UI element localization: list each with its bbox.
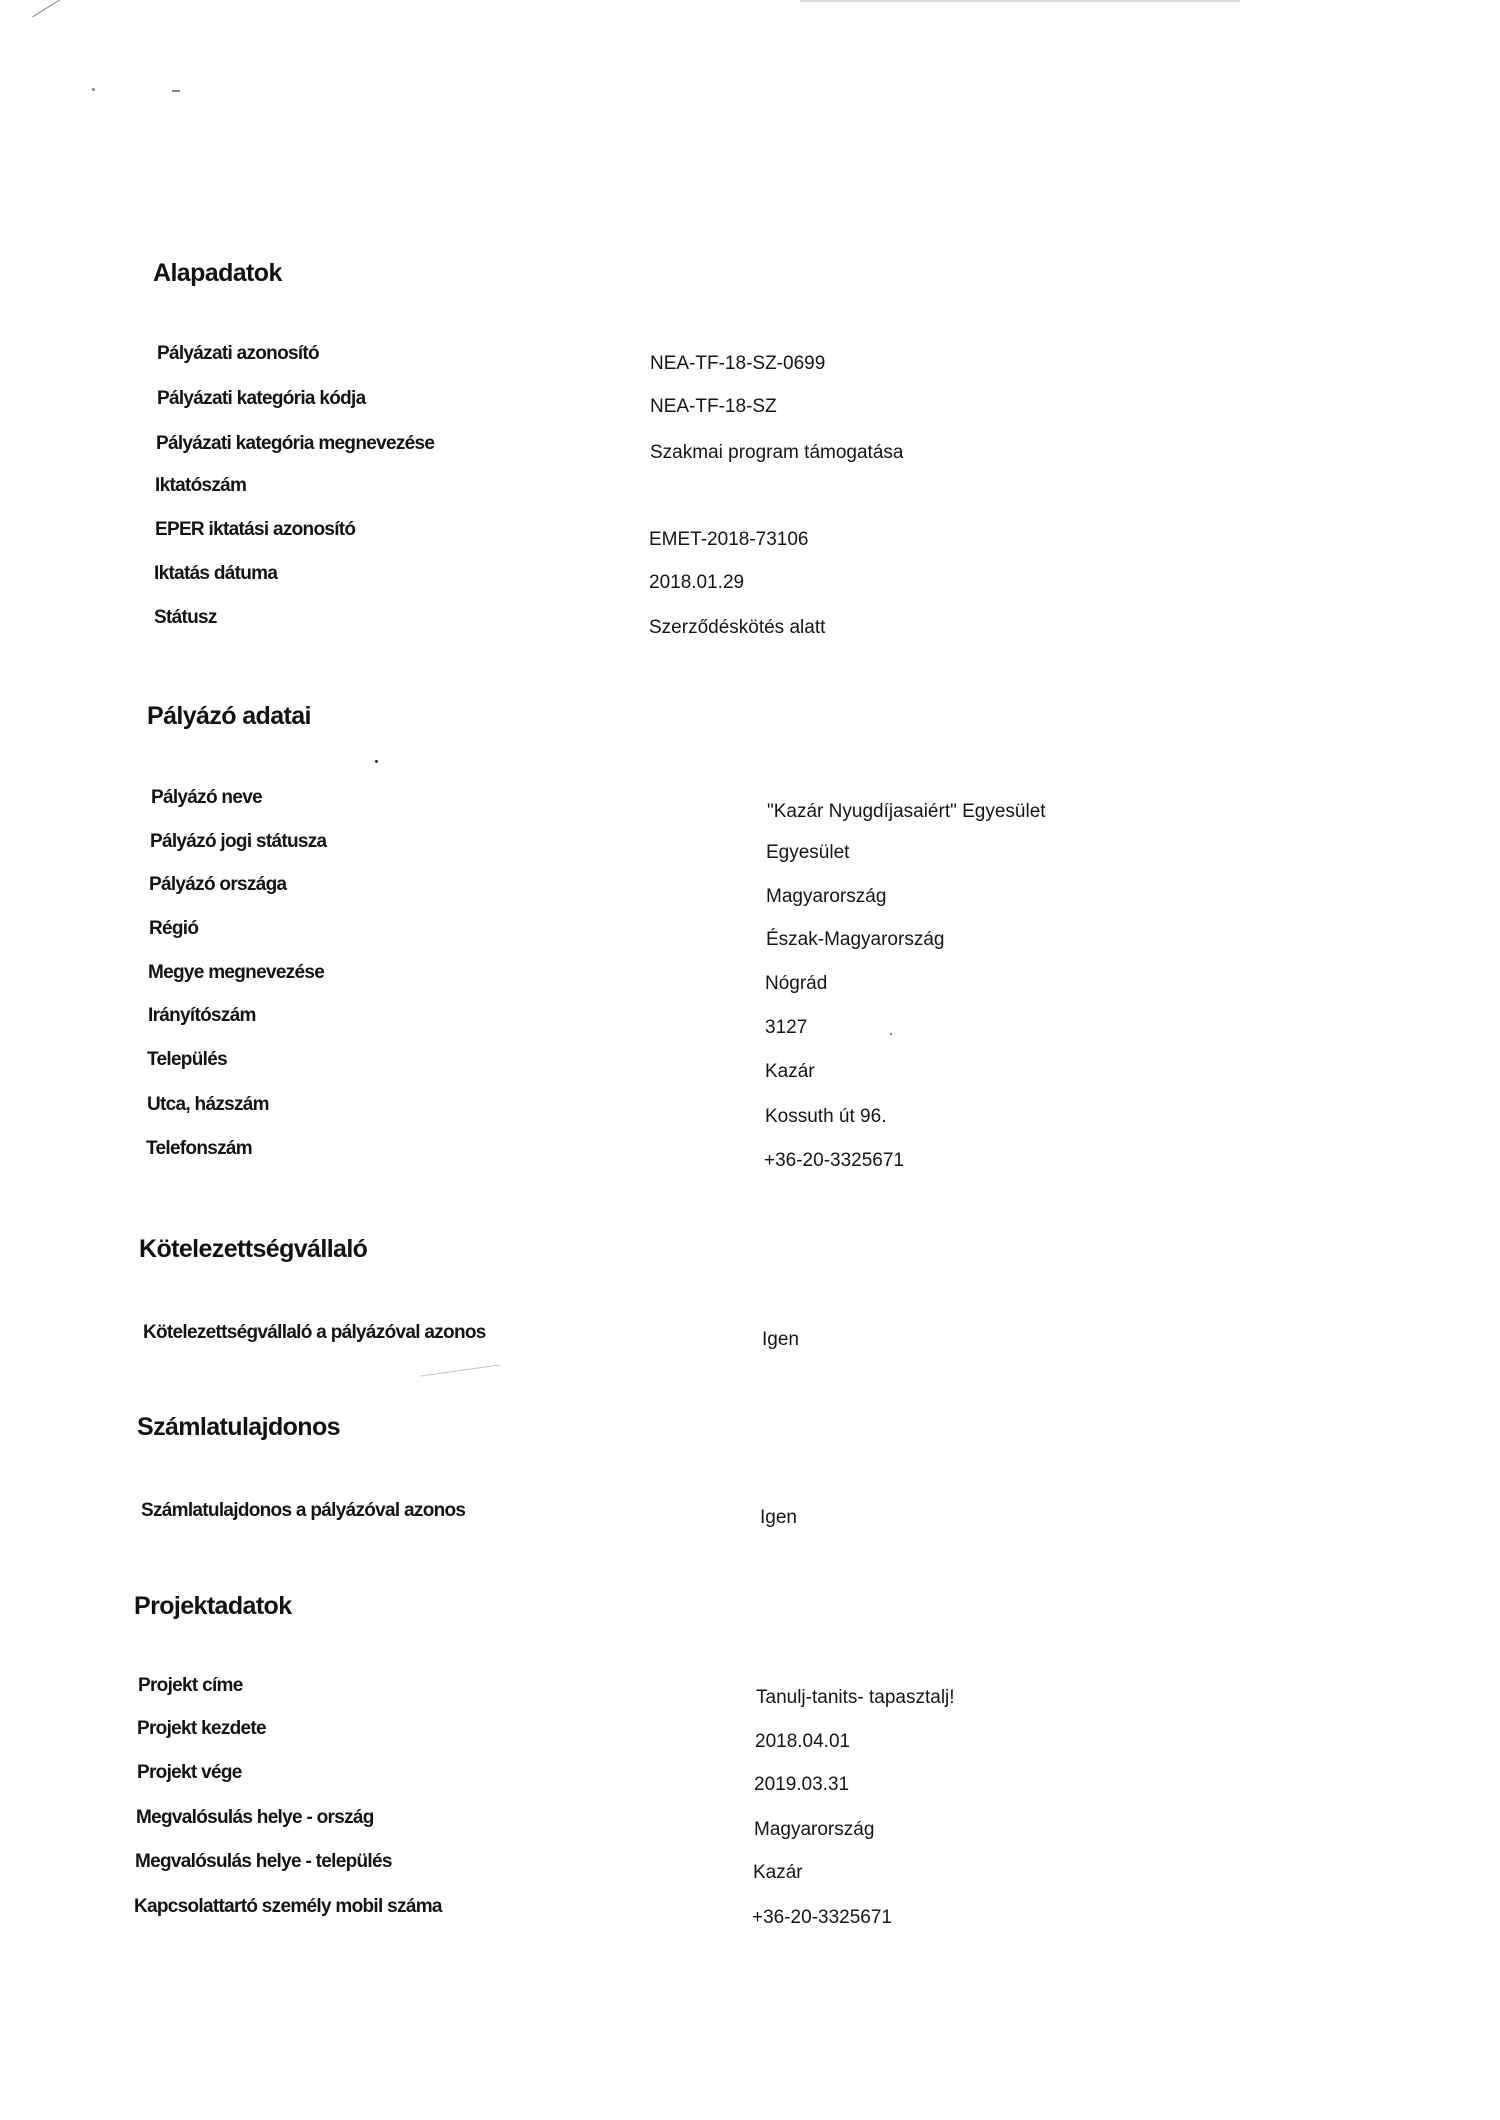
label-kategoria-megnevezese: Pályázati kategória megnevezése <box>156 433 435 454</box>
value-megye: Nógrád <box>765 973 828 994</box>
value-palyazati-azonosito: NEA-TF-18-SZ-0699 <box>650 353 826 374</box>
label-utca-hazszam: Utca, házszám <box>147 1094 269 1115</box>
label-eper-azonosito: EPER iktatási azonosító <box>155 519 356 540</box>
section-title-szamlatulajdonos: Számlatulajdonos <box>137 1413 340 1441</box>
value-jogi-statusz: Egyesület <box>766 842 850 863</box>
value-kategoria-kodja: NEA-TF-18-SZ <box>650 396 777 417</box>
scan-mark <box>800 0 1240 2</box>
section-title-palyazo-adatai: Pályázó adatai <box>147 702 311 730</box>
label-kategoria-kodja: Pályázati kategória kódja <box>157 388 366 409</box>
value-megvalosulas-orszag: Magyarország <box>754 1819 875 1840</box>
scan-mark <box>92 88 95 91</box>
label-projekt-cime: Projekt címe <box>138 1675 243 1696</box>
label-iranyitoszam: Irányítószám <box>148 1005 256 1026</box>
label-kapcsolattarto-mobil: Kapcsolattartó személy mobil száma <box>134 1896 442 1917</box>
value-projekt-kezdete: 2018.04.01 <box>755 1731 851 1752</box>
label-projekt-kezdete: Projekt kezdete <box>137 1718 266 1739</box>
value-projekt-cime: Tanulj-tanits- tapasztalj! <box>756 1687 955 1708</box>
label-regio: Régió <box>149 918 199 939</box>
section-title-kotelezettsegvallalo: Kötelezettségvállaló <box>139 1235 368 1263</box>
section-title-alapadatok: Alapadatok <box>153 259 282 287</box>
scan-mark <box>420 1364 499 1376</box>
scan-mark <box>32 0 60 17</box>
value-eper-azonosito: EMET-2018-73106 <box>649 529 809 550</box>
value-utca-hazszam: Kossuth út 96. <box>765 1106 887 1127</box>
label-iktatas-datuma: Iktatás dátuma <box>154 563 278 584</box>
value-kategoria-megnevezese: Szakmai program támogatása <box>650 442 904 463</box>
scan-mark <box>375 760 378 763</box>
value-iktatas-datuma: 2018.01.29 <box>649 572 745 593</box>
value-statusz: Szerződéskötés alatt <box>649 617 826 638</box>
value-szamlatulajdonos-azonos: Igen <box>760 1507 797 1528</box>
scan-mark <box>172 90 180 92</box>
value-palyazo-orszaga: Magyarország <box>766 886 887 907</box>
value-palyazo-neve: "Kazár Nyugdíjasaiért" Egyesület <box>767 801 1046 822</box>
value-telepules: Kazár <box>765 1061 815 1082</box>
label-projekt-vege: Projekt vége <box>137 1762 242 1783</box>
value-telefonszam: +36-20-3325671 <box>764 1150 904 1171</box>
label-megvalosulas-telepules: Megvalósulás helye - település <box>135 1851 392 1872</box>
label-megvalosulas-orszag: Megvalósulás helye - ország <box>136 1807 374 1828</box>
value-regio: Észak-Magyarország <box>766 929 945 950</box>
section-title-projektadatok: Projektadatok <box>134 1592 292 1620</box>
label-palyazo-orszaga: Pályázó országa <box>149 874 287 895</box>
label-kotelezettsegvallalo-azonos: Kötelezettségvállaló a pályázóval azonos <box>143 1322 486 1343</box>
value-projekt-vege: 2019.03.31 <box>754 1774 850 1795</box>
value-kotelezettsegvallalo-azonos: Igen <box>762 1329 799 1350</box>
value-iranyitoszam: 3127 <box>765 1017 808 1038</box>
value-megvalosulas-telepules: Kazár <box>753 1862 803 1883</box>
label-palyazo-neve: Pályázó neve <box>151 787 262 808</box>
value-kapcsolattarto-mobil: +36-20-3325671 <box>752 1907 892 1928</box>
label-megye: Megye megnevezése <box>148 962 325 983</box>
label-statusz: Státusz <box>154 607 217 628</box>
label-palyazati-azonosito: Pályázati azonosító <box>157 343 319 364</box>
scan-mark <box>890 1033 892 1035</box>
label-iktatoszam: Iktatószám <box>155 475 247 496</box>
label-jogi-statusz: Pályázó jogi státusza <box>150 831 327 852</box>
label-szamlatulajdonos-azonos: Számlatulajdonos a pályázóval azonos <box>141 1500 466 1521</box>
label-telepules: Település <box>147 1049 227 1070</box>
label-telefonszam: Telefonszám <box>146 1138 252 1159</box>
